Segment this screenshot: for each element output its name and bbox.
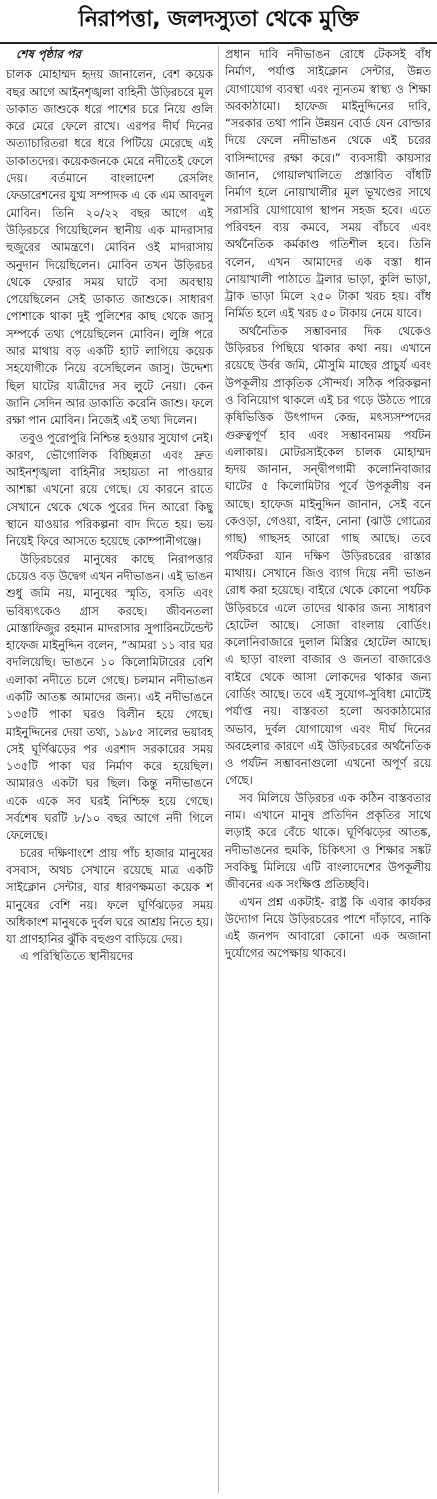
continued-from-label: শেষ পৃষ্ঠার পর <box>16 47 81 61</box>
paragraph: তবুও পুরোপুরি নিশ্চিন্ত হওয়ার সুযোগ নেই। কারণ, ভৌগোলিক বিচ্ছিন্নতা এবং দ্রুত আইনশৃঙ্খলা বাহিনীর সহায়তা না পাওয়ার আশঙ্কা এখনো রয়ে গেছে। যে কারনে রাতে সেখানে থেকে থেকে পুরের দিন আরো কিছু স্থানে যাওয়ার পরিকল্পনা বাদ দিতে হয়। ভয় নিয়েই ফিরে আসতে হয়েছে কোম্পানীগঞ্জে। <box>6 430 213 549</box>
paragraph: অর্থনৈতিক সম্ভাবনার দিক থেকেও উড়িরচর পিছিয়ে থাকার কথা নয়। এখানে রয়েছে উর্বর জমি, মৌসুমি মাছের প্রাচুর্য এবং উপকূলীয় প্রাকৃতিক সৌন্দর্য। সঠিক পরিকল্পনা ও বিনিয়োগ থাকলে এই চর গড়ে উঠতে পারে কৃষিভিত্তিক উৎপাদন কেন্দ্র, মৎস্যসম্পদের গুরুত্বপূর্ণ হাব এবং সম্ভাবনাময় পর্যটন এলাকায়। মোটরসাইকেল চালক মোহাম্মদ হৃদয় জানান, সন্দ্বীপগামী কলোনিবাজার ঘাটের ৫ কিলোমিটার পূর্বে উপকূলীয় বন আছে। হাফেজ মাইনুদ্দিন জানান, সেই বনে কেওড়া, গেওয়া, বাইন, নোনা (ঝাউ গোত্রের গাছ) গাছসহ আরো গাছ আছে। তবে পর্যটকরা যান দক্ষিণ উড়িরচরের রাস্তার মাথায়। সেখানে জিও ব্যাগ দিয়ে নদী ভাঙন রোধ করা হয়েছে। বাইরে থেকে কোনো পর্যটক উড়িরচরে এলে তাদের থাকার জন্য সাধারণ হোটেল আছে। সোজা বাংলায় বোর্ডিং। কলোনিবাজারে দুলাল মিস্ত্রির হোটেল আছে। এ ছাড়া বাংলা বাজার ও জনতা বাজারেও বাইরে থেকে আসা লোকদের থাকার জন্য বোর্ডিং আছে। তবে এই সুযোগ-সুবিধা মোটেই পর্যাপ্ত নয়। বাস্তবতা হলো অবকাঠামোর অভাব, দুর্বল যোগাযোগ এবং দীর্ঘ দিনের অবহেলার কারণে এই উড়িরচরের অর্থনৈতিক ও পর্যটন সম্ভাবনাগুলো এখনো অপূর্ণ রয়ে গেছে। <box>225 323 431 788</box>
paragraph: উড়িরচরের মানুষের কাছে নিরাপত্তার চেয়েও বড় উদ্বেগ এখন নদীভাঙন। এই ভাঙন শুধু জমি নয়, মানুষের স্মৃতি, বসতি এবং ভবিষ্যৎকেও গ্রাস করছে। জীবনতলা মোস্তাফিজুর রহমান মাদরাসার সুপারিনটেন্ডেন্ট হাফেজ মাইনুদ্দিন বলেন, “আমরা ১১ বার ঘর বদলিয়েছি। ভাঙনে ১০ কিলোমিটারের বেশি এলাকা নদীতে চলে গেছে। চলমান নদীভাঙন একটি আতঙ্ক আমাদের জন্য। এই নদীভাঙনে ১৩৫টি পাকা ঘরও বিলীন হয়ে গেছে। মাইনুদ্দিনের দেয়া তথ্য, ১৯৮৫ সালের ভয়াবহ সেই ঘূর্ণিঝড়ের পর এরশাদ সরকারের সময় ১৩৫টি পাকা ঘর নির্মাণ করে হয়েছিল। আমারও একটা ঘর ছিল। কিন্তু নদীভাঙনে একে একে সব ঘরই নিশ্চিহ্ন হয়ে গেছে। সর্বশেষ ঘরটি ৮/১০ বছর আগে নদী গিলে ফেলেছে। <box>6 551 213 843</box>
paragraph: সব মিলিয়ে উড়িরচর এক কঠিন বাস্তবতার নাম। এখানে মানুষ প্রতিদিন প্রকৃতির সাথে লড়াই করে বেঁচে থাকে। ঘূর্ণিঝড়ের আতঙ্ক, নদীভাঙনের হুমকি, চিকিৎসা ও শিক্ষার সঙ্কট সবকিছু মিলিয়ে এটি বাংলাদেশের উপকূলীয় জীবনের এক সংক্ষিপ্ত প্রতিচ্ছবি। <box>225 790 431 892</box>
paragraph: চালক মোহাম্মদ হৃদয় জানালেন, বেশ কয়েক বছর আগে আইনশৃঙ্খলা বাহিনী উড়িরচরে মূল ডাকাত জাশুকে ধরে পাশের চরে নিয়ে গুলি করে মেরে ফেলে রাখে। এরপর দীর্ঘ দিনের অত্যাচারিতরা ধরে ধরে পিটিয়ে মেরেছে এই ডাকাতদের। কয়েকজনকে মেরে নদীতেই ফেলে দেয়। বর্তমানে বাংলাদেশ রেসলিং ফেডারেশনের যুগ্ম সম্পাদক এ কে এম আবদুল মোবিন। তিনি ২০/২২ বছর আগে এই উড়িরচরে গিয়েছিলেন স্থানীয় এক মাদরাসার হুজুরের আমন্ত্রণে। মোবিন ওই মাদরাসায় অনুদান দিয়েছিলেন। মোবিন তখন উড়িরচর থেকে ফেরার সময় ঘাটে বসা অবস্থায় পেয়েছিলেন সেই ডাকাত জাশুকে। সাধারণ পোশাকে থাকা দুই পুলিশের কাছ থেকে জাসু সম্পর্কে তথ্য পেয়েছিলেন মোবিন। লুঙ্গি পরে আর মাথায় বড় একটি হ্যাট লাগিয়ে কয়েক সহযোগীকে নিয়ে বসেছিলেন জাসু। উদ্দেশ্য ছিল ঘাটের যাত্রীদের সব লুটে নেয়া। কেন জানি সেদিন আর ডাকাতি করেনি জাশু। ফলে রক্ষা পান মোবিন। নিজেই এই তথ্য দিলেন। <box>6 67 213 428</box>
paragraph: এখন প্রশ্ন একটাই- রাষ্ট্র কি এবার কার্যকর উদ্যোগ নিয়ে উড়িরচরের পাশে দাঁড়াবে, নাকি এই জনপদ আবারো কোনো এক অজানা দুর্যোগের অপেক্ষায় থাকবে। <box>225 894 431 961</box>
article-column-right <box>225 46 431 1495</box>
column-divider <box>218 46 219 1493</box>
article-column-left <box>6 46 213 1495</box>
paragraph: চরের দক্ষিণাংশে প্রায় পাঁচ হাজার মানুষের বসবাস, অথচ সেখানে রয়েছে মাত্র একটি সাইক্লোন সেন্টার, যার ধারণক্ষমতা কয়েক শ মানুষের বেশি নয়। ফলে ঘূর্ণিঝড়ের সময় অধিকাংশ মানুষকে দুর্বল ঘরে আশ্রয় নিতে হয়। যা প্রাণহানির ঝুঁকি বহুগুণ বাড়িয়ে দেয়। <box>6 845 213 947</box>
paragraph: প্রধান দাবি নদীভাঙন রোধে টেকসই বাঁধ নির্মাণ, পর্যাপ্ত সাইক্লোন সেন্টার, উন্নত যোগাযোগ ব্যবস্থা এবং ন্যূনতম স্বাস্থ্য ও শিক্ষা অবকাঠামো। হাফেজ মাইনুদ্দিনের দাবি, “সরকার তথা পানি উন্নয়ন বোর্ড যেন বোল্ডার দিয়ে ফেলে নদীভাঙন থেকে এই চরের বাসিন্দাদের রক্ষা করে।” ব্যবসায়ী কায়সার জানান, গোয়ালখালিতে প্রস্তাবিত বাঁধটি নির্মাণ হলে নোয়াখালীর মূল ভূখণ্ডের সাথে সরাসরি যোগাযোগ স্থাপন সহজ হবে। এতে পরিবহন ব্যয় কমবে, সময় বাঁচবে এবং অর্থনৈতিক কর্মকাণ্ড গতিশীল হবে। তিনি বলেন, এখন আমাদের এক বস্তা ধান নোয়াখালী পাঠাতে ট্রলার ভাড়া, কুলি ভাড়া, ট্রাক ভাড়া মিলে ২৫০ টাকা খরচ হয়। বাঁধ নির্মিত হলে এই খরচ ৫০ টাকায় নেমে যাবে। <box>225 47 431 321</box>
paragraph: এ পরিস্থিতিতে স্থানীয়দের <box>20 949 134 964</box>
article-headline: নিরাপত্তা, জলদস্যুতা থেকে মুক্তি <box>0 0 437 44</box>
